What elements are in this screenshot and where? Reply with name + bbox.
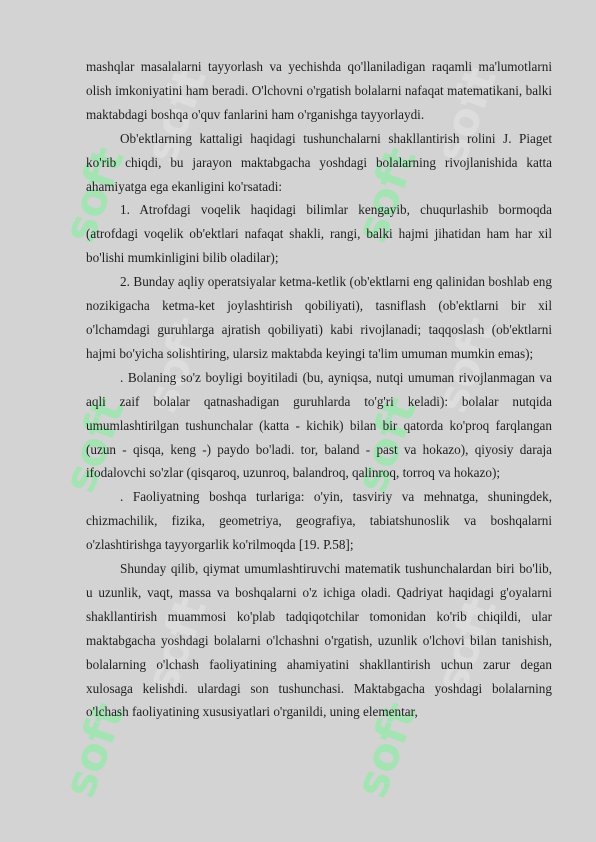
svg-text:soft: soft — [53, 140, 135, 250]
svg-text:soft: soft — [425, 590, 507, 700]
svg-text:soft: soft — [345, 140, 427, 250]
svg-text:soft: soft — [53, 695, 135, 805]
paragraph-1: mashqlar masalalarni tayyorlash va yechishda qo'llaniladigan raqamli ma'lumotlarni olish imkoniyatini ham beradi. O'lchovni o'rgatish bolalarni nafaqat matematikani, balki maktabdagi boshqa o'quv fanlarini ham o'rganishga tayyorlaydi. — [86, 59, 552, 122]
paragraph-4-list-item-2: 2. Bunday aqliy operatsiyalar ketma-ketlik (ob'ektlarni eng qalinidan boshlab eng nozikigacha ketma-ket joylashtirish qobiliyati), tasniflash (ob'ektlarni bir xil o'lchamdagi guruhlarga ajratish qobiliyati) kabi rivojlanadi; taqqoslash (ob'ektlarni hajmi bo'yicha solishtiring, ularsiz maktabda keyingi ta'lim umuman mumkin emas); — [86, 274, 552, 361]
paragraph-5-list-item-3: . Bolaning so'z boyligi boyitiladi (bu, ayniqsa, nutqi umuman rivojlanmagan va aqli zaif bolalar qatnashadigan guruhlarda to'g'ri keladi): bolalar nutqida umumlashtirilgan tushunchalar (katta - kichik) bilan bir qatorda ko'proq farqlangan (uzun - qisqa, keng -) paydo bo'ladi. tor, baland - past va hokazo), qiyosiy daraja ifodalovchi so'zlar (qisqaroq, uzunroq, balandroq, qalinroq, torroq va hokazo); — [86, 369, 552, 481]
body-text — [86, 55, 552, 724]
svg-text:soft: soft — [425, 60, 507, 170]
paragraph-6-list-item-4: . Faoliyatning boshqa turlariga: o'yin, tasviriy va mehnatga, shuningdek, chizmachilik, fizika, geometriya, geografiya, tabiatshunoslik va boshqalarni o'zlashtirishga tayyorgarlik ko'rilmoqda [19. P.58]; — [86, 489, 552, 553]
svg-text:soft: soft — [135, 60, 217, 170]
svg-text:soft: soft — [345, 695, 427, 805]
svg-text:soft: soft — [425, 310, 507, 420]
paragraph-7: Shunday qilib, qiymat umumlashtiruvchi matematik tushunchalardan biri bo'lib, u uzunlik, vaqt, massa va boshqalarni o'z ichiga oladi. Qadriyat haqidagi g'oyalarni shakllantirish muammosi ko'plab tadqiqotchilar tomonidan ko'rib chiqildi, ular maktabgacha yoshdagi bolalarni o'lchashni o'rgatish, uzunlik o'lchovi bilan tanishish, bolalarning o'lchash faoliyatining ahamiyatini shakllantirish uchun zarur degan xulosaga kelishdi. ulardagi son tushunchasi. Maktabgacha yoshdagi bolalarning o'lchash faoliyatining xususiyatlari o'rganildi, uning elementar, — [86, 561, 552, 720]
svg-text:soft: soft — [135, 310, 217, 420]
paragraph-2: Ob'ektlarning kattaligi haqidagi tushunchalarni shakllantirish rolini J. Piaget ko'rib chiqdi, bu jarayon maktabgacha yoshdagi bolalarning rivojlanishida katta ahamiyatga ega ekanligini ko'rsatadi: — [86, 130, 552, 194]
svg-text:soft: soft — [345, 390, 427, 500]
svg-text:soft: soft — [135, 590, 217, 700]
svg-text:soft: soft — [53, 390, 135, 500]
paragraph-3-list-item-1: 1. Atrofdagi voqelik haqidagi bilimlar kengayib, chuqurlashib bormoqda (atrofdagi voqelik ob'ektlari nafaqat shakli, rangi, balki hajmi jihatidan ham har xil bo'lishi mumkinligini bilib oladilar); — [86, 202, 552, 266]
